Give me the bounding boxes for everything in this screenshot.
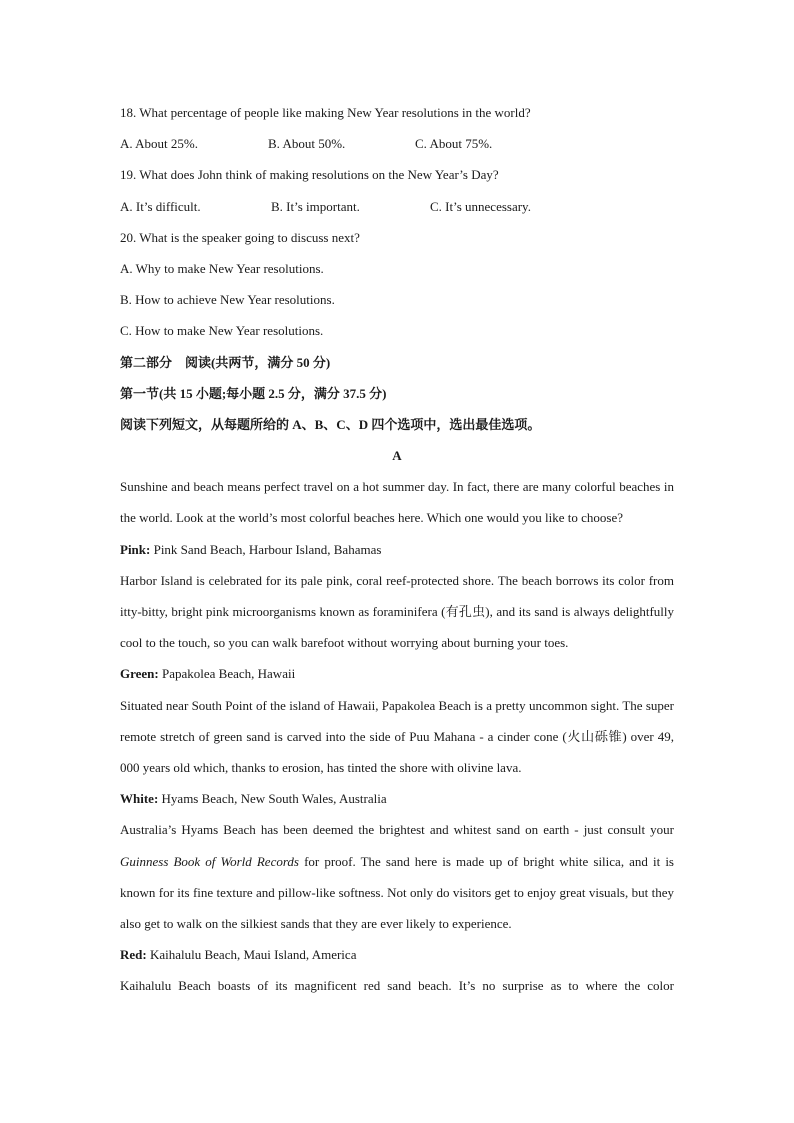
text-run: Australia’s Hyams Beach has been deemed the brightest and whitest sand on earth - just consult your: [120, 822, 674, 838]
option-a: A. Why to make New Year resolutions.: [120, 260, 324, 276]
text-run: for proof. The sand here is made up of bright white silica, and it is known for its fine texture and pillow-like softness. Not only do visitors get to enjoy great visuals, but they also get to walk on the silkiest sands that they are ever likely to experience.: [120, 853, 674, 932]
option-c: C. It’s unnecessary.: [430, 198, 531, 214]
beach-heading-pink: [120, 534, 674, 565]
beach-text-green: Situated near South Point of the island of Hawaii, Papakolea Beach is a pretty uncommon sight. The super remote stretch of green sand is carved into the side of Puu Mahana - a cinder cone (火山砾锥) over 49, 000 years old which, thanks to erosion, has tinted the shore with olivine lava.: [120, 697, 674, 776]
section-heading: 第一节(共 15 小题;每小题 2.5 分，满分 37.5 分): [120, 385, 387, 401]
question-19-options: [120, 191, 674, 222]
option-b: B. How to achieve New Year resolutions.: [120, 292, 335, 308]
beach-name: Hyams Beach, New South Wales, Australia: [158, 791, 387, 807]
question-18-options: [120, 128, 674, 159]
passage-letter: A: [392, 448, 402, 464]
passage-intro: Sunshine and beach means perfect travel on a hot summer day. In fact, there are many colorful beaches in the world. Look at the world’s most colorful beaches here. Which one would you like to choose?: [120, 479, 674, 526]
question-20: 20. What is the speaker going to discuss next?: [120, 229, 360, 245]
beach-heading-green: [120, 658, 674, 689]
beach-text-red: Kaihalulu Beach boasts of its magnificent red sand beach. It’s no surprise as to where the color: [120, 978, 674, 994]
beach-name: Pink Sand Beach, Harbour Island, Bahamas: [150, 541, 382, 557]
option-b: B. About 50%.: [268, 136, 346, 152]
book-title: Guinness Book of World Records: [120, 853, 299, 869]
beach-name: Kaihalulu Beach, Maui Island, America: [146, 947, 357, 963]
beach-text-white: [120, 814, 674, 939]
question-19: 19. What does John think of making resolutions on the New Year’s Day?: [120, 167, 499, 183]
color-label: Green:: [120, 666, 159, 682]
color-label: Pink:: [120, 541, 151, 557]
option-c: C. How to make New Year resolutions.: [120, 323, 324, 339]
question-18: 18. What percentage of people like making New Year resolutions in the world?: [120, 105, 531, 120]
beach-text-pink: Harbor Island is celebrated for its pale pink, coral reef-protected shore. The beach borrows its color from itty-bitty, bright pink microorganisms known as foraminifera (有孔虫), and its sand is always delightfully cool to the touch, so you can walk barefoot without worrying about burning your toes.: [120, 572, 674, 651]
beach-heading-red: [120, 939, 674, 970]
beach-heading-white: [120, 783, 674, 814]
beach-name: Papakolea Beach, Hawaii: [158, 666, 296, 682]
option-c: C. About 75%.: [415, 136, 493, 152]
part-heading: 第二部分 阅读(共两节，满分 50 分): [120, 354, 331, 370]
option-a: A. It’s difficult.: [120, 198, 201, 214]
color-label: Red:: [120, 947, 147, 963]
instructions: 阅读下列短文，从每题所给的 A、B、C、D 四个选项中，选出最佳选项。: [120, 416, 541, 432]
option-a: A. About 25%.: [120, 136, 198, 152]
exam-page: [120, 97, 674, 1002]
option-b: B. It’s important.: [271, 198, 360, 214]
color-label: White:: [120, 791, 159, 807]
